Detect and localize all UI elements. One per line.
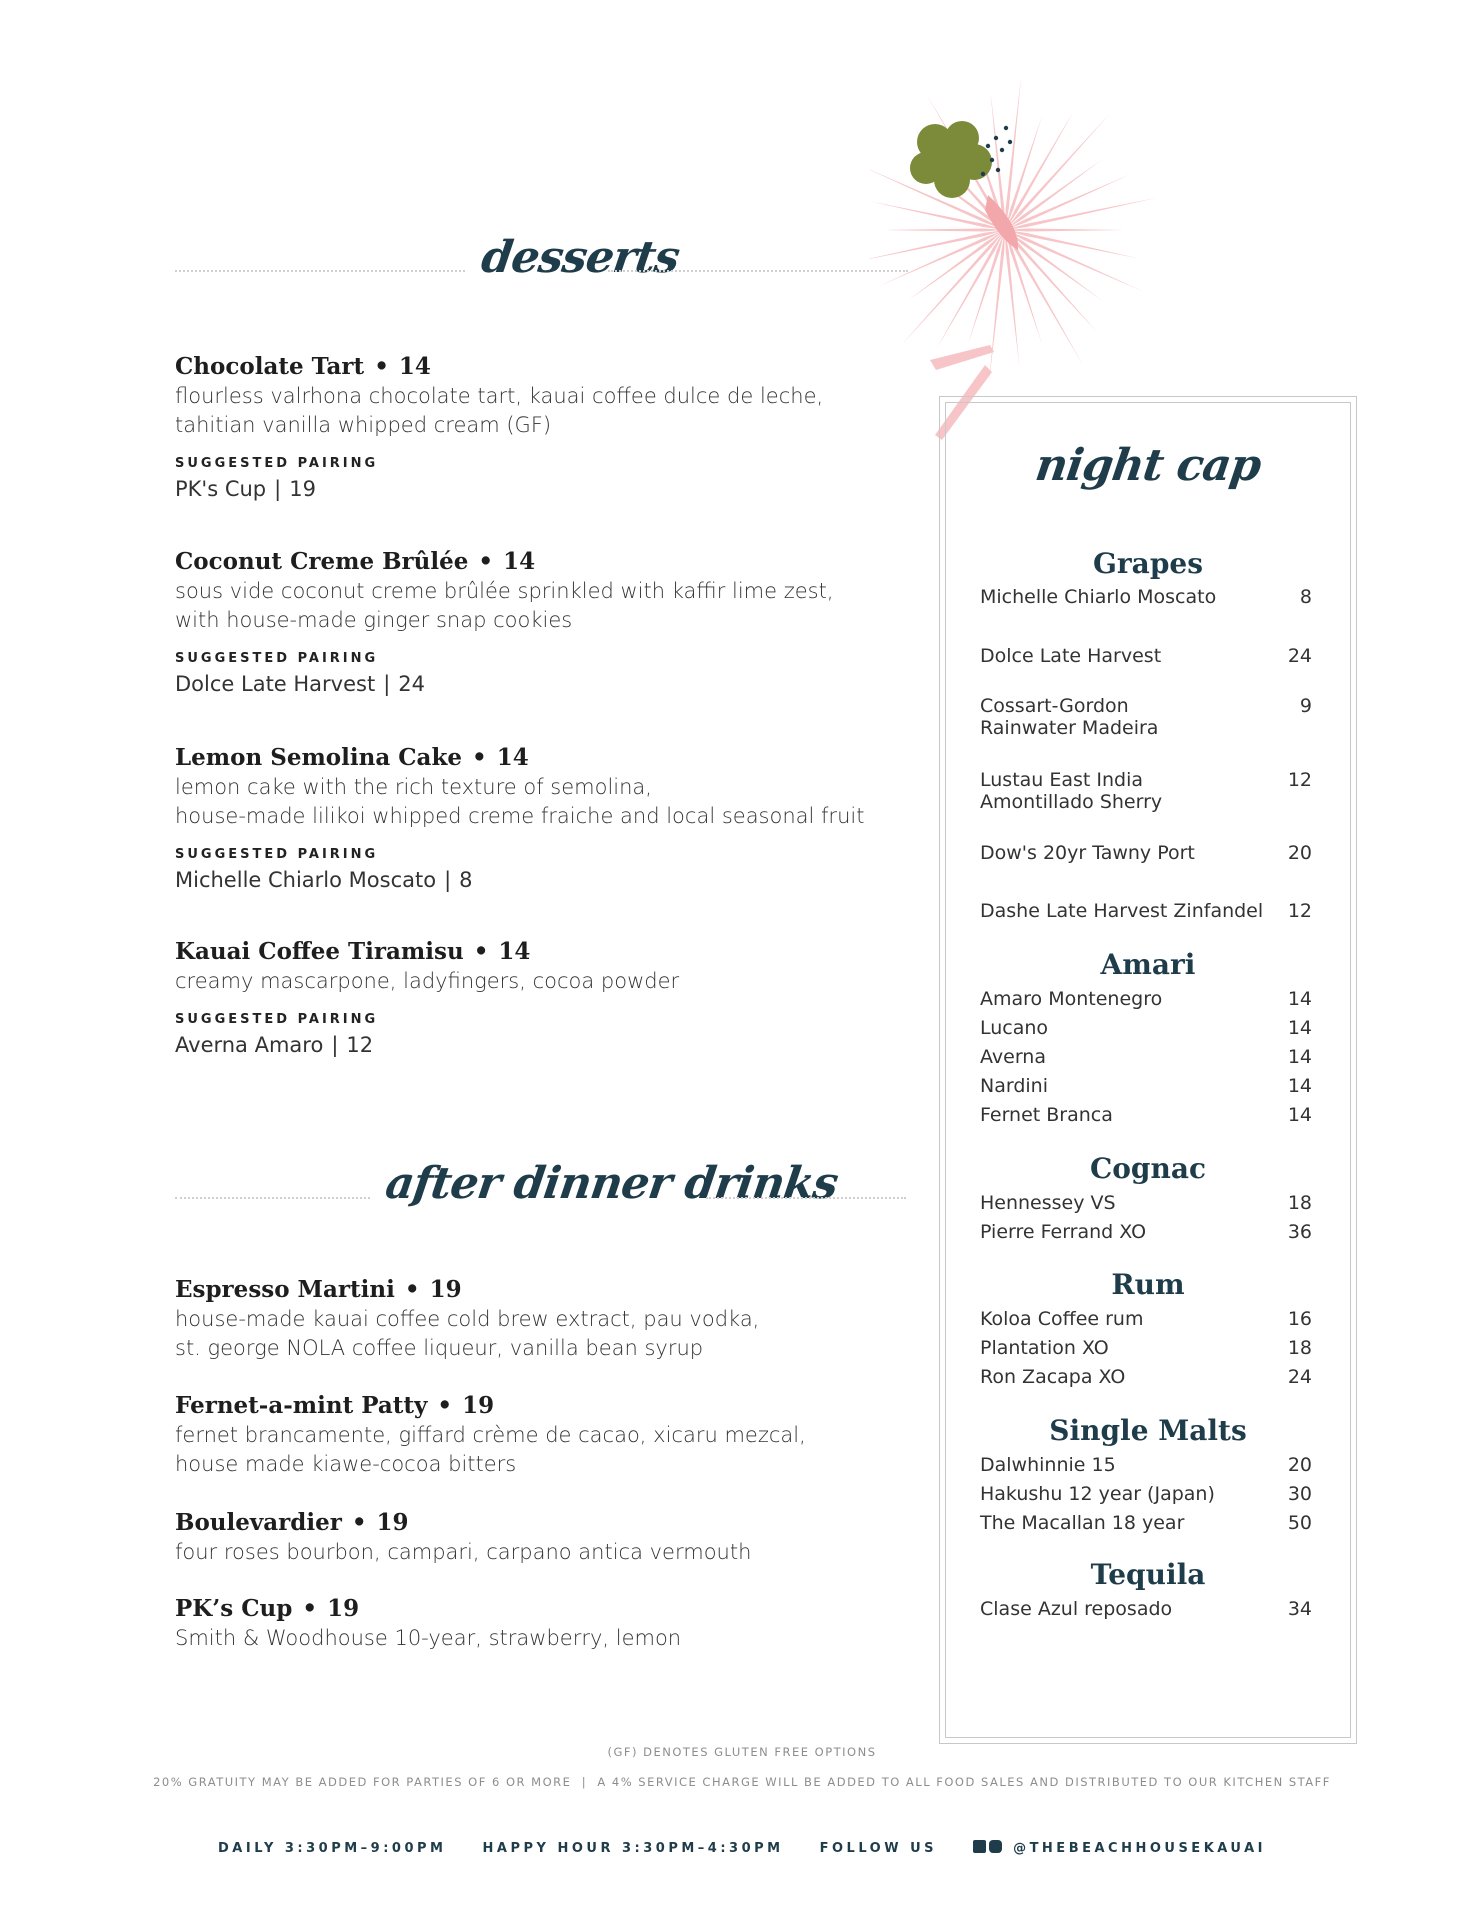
drink-item	[175, 1594, 895, 1653]
night-cap-item-price: 36	[1287, 1221, 1312, 1243]
night-cap-item-name: Michelle Chiarlo Moscato	[980, 586, 1217, 608]
night-cap-item-name: Dolce Late Harvest	[980, 645, 1162, 667]
dessert-item	[175, 547, 895, 699]
drink-price: 19	[462, 1392, 495, 1419]
night-cap-category: Amari	[1100, 948, 1196, 981]
dessert-title	[175, 937, 895, 967]
night-cap-category: Single Malts	[1049, 1414, 1247, 1447]
bullet: •	[472, 744, 487, 771]
night-cap-item-name: Averna	[980, 1046, 1046, 1068]
night-cap-item-name: Dow's 20yr Tawny Port	[980, 842, 1195, 864]
bullet: •	[351, 1509, 367, 1536]
drink-description: house made kiawe-cocoa bitters	[175, 1452, 517, 1476]
night-cap-item-price: 20	[1287, 1454, 1312, 1476]
drink-title	[175, 1275, 895, 1305]
night-cap-row	[980, 1366, 1312, 1388]
night-cap-category: Grapes	[1093, 547, 1203, 580]
night-cap-row	[980, 1046, 1312, 1068]
night-cap-row	[980, 1221, 1312, 1243]
palm-leaf-illustration	[870, 80, 1250, 440]
drink-name: Fernet-a-mint Patty	[175, 1392, 428, 1419]
night-cap-item-name: Amaro Montenegro	[980, 988, 1163, 1010]
dessert-description: creamy mascarpone, ladyfingers, cocoa powder	[175, 969, 680, 993]
pairing-label: SUGGESTED PAIRING	[175, 1012, 379, 1027]
pairing-price: 24	[398, 672, 426, 696]
facebook-icon[interactable]	[973, 1840, 986, 1853]
follow-us: FOLLOW US	[819, 1841, 937, 1856]
night-cap-item-price: 14	[1287, 1046, 1312, 1068]
night-cap-row	[980, 1598, 1312, 1620]
drink-description: house-made kauai coffee cold brew extract, pau vodka,	[175, 1307, 760, 1331]
night-cap-row	[980, 1337, 1312, 1359]
bullet: •	[473, 938, 489, 965]
night-cap-item-name: The Macallan 18 year	[980, 1512, 1185, 1534]
night-cap-row	[980, 900, 1312, 922]
night-cap-item-price: 14	[1287, 1104, 1312, 1126]
dessert-description: house-made lilikoi whipped creme fraiche and local seasonal fruit	[175, 804, 865, 828]
separator: |	[444, 868, 452, 892]
night-cap-item-price: 24	[1287, 1366, 1312, 1388]
dessert-price: 14	[398, 353, 431, 380]
night-cap-item-name: Pierre Ferrand XO	[980, 1221, 1147, 1243]
night-cap-item-name: Fernet Branca	[980, 1104, 1113, 1126]
social-handle[interactable]: @THEBEACHHOUSEKAUAI	[1013, 1841, 1266, 1856]
dessert-price: 14	[498, 938, 531, 965]
night-cap-item-name: Dashe Late Harvest Zinfandel	[980, 900, 1264, 922]
drink-price: 19	[327, 1595, 360, 1622]
pairing-name: Averna Amaro	[175, 1033, 324, 1057]
night-cap-row	[980, 769, 1312, 813]
after-dinner-rule-right	[706, 1197, 906, 1199]
pairing-label: SUGGESTED PAIRING	[175, 651, 379, 666]
dessert-name: Kauai Coffee Tiramisu	[175, 938, 464, 965]
night-cap-item-price: 14	[1287, 1017, 1312, 1039]
drink-name: Espresso Martini	[175, 1276, 395, 1303]
night-cap-heading: night cap	[1032, 440, 1264, 491]
instagram-icon[interactable]	[989, 1840, 1002, 1853]
hours: DAILY 3:30PM–9:00PM	[218, 1841, 447, 1856]
night-cap-row	[980, 1104, 1312, 1126]
night-cap-item-name: Hennessey VS	[980, 1192, 1116, 1214]
desserts-heading: desserts	[478, 232, 683, 283]
night-cap-item-price: 20	[1287, 842, 1312, 864]
dessert-description: sous vide coconut creme brûlée sprinkled with kaffir lime zest,	[175, 579, 834, 603]
dessert-name: Lemon Semolina Cake	[175, 744, 463, 771]
night-cap-item-price: 12	[1287, 769, 1312, 791]
night-cap-row	[980, 1017, 1312, 1039]
drink-item	[175, 1275, 895, 1363]
night-cap-item-name: Hakushu 12 year (Japan)	[980, 1483, 1215, 1505]
gratuity-note: 20% GRATUITY MAY BE ADDED FOR PARTIES OF 6 OR MORE | A 4% SERVICE CHARGE WILL BE ADDED TO ALL FOOD SALES AND DISTRIBUTED TO OUR KITCHEN STAFF	[153, 1775, 1331, 1789]
night-cap-row	[980, 645, 1312, 667]
bullet: •	[437, 1392, 453, 1419]
night-cap-item-price: 50	[1287, 1512, 1312, 1534]
drink-price: 19	[429, 1276, 462, 1303]
drink-item	[175, 1391, 895, 1479]
pairing-price: 19	[289, 477, 316, 501]
dessert-name: Coconut Creme Brûlée	[175, 548, 469, 575]
night-cap-row	[980, 988, 1312, 1010]
bullet: •	[302, 1595, 318, 1622]
night-cap-row	[980, 695, 1312, 739]
pairing-price: 8	[459, 868, 473, 892]
dessert-description: lemon cake with the rich texture of semolina,	[175, 775, 652, 799]
dessert-description: flourless valrhona chocolate tart, kauai coffee dulce de leche,	[175, 384, 824, 408]
dessert-item	[175, 937, 895, 1060]
dessert-description: tahitian vanilla whipped cream (GF)	[175, 413, 552, 437]
dessert-price: 14	[503, 548, 536, 575]
dessert-description: with house-made ginger snap cookies	[175, 608, 573, 632]
separator: |	[383, 672, 391, 696]
drink-description: four roses bourbon, campari, carpano antica vermouth	[175, 1540, 752, 1564]
dessert-title	[175, 547, 895, 577]
drink-title	[175, 1508, 895, 1538]
dessert-title	[175, 352, 895, 382]
pairing-label: SUGGESTED PAIRING	[175, 847, 379, 862]
drink-name: Boulevardier	[175, 1509, 342, 1536]
night-cap-item-price: 8	[1299, 586, 1312, 608]
happy-hour: HAPPY HOUR 3:30PM–4:30PM	[482, 1841, 784, 1856]
drink-item	[175, 1508, 895, 1567]
pairing-value	[175, 669, 895, 699]
night-cap-item-price: 18	[1287, 1337, 1312, 1359]
dessert-item	[175, 352, 895, 504]
night-cap-row	[980, 1454, 1312, 1476]
night-cap-row	[980, 1512, 1312, 1534]
dessert-price: 14	[496, 744, 529, 771]
night-cap-row	[980, 586, 1312, 608]
drink-description: fernet brancamente, giffard crème de cacao, xicaru mezcal,	[175, 1423, 806, 1447]
bullet: •	[478, 548, 494, 575]
footer-info	[0, 1840, 1484, 1856]
night-cap-item-price: 18	[1287, 1192, 1312, 1214]
dessert-name: Chocolate Tart	[175, 353, 365, 380]
night-cap-item-name: Nardini	[980, 1075, 1048, 1097]
night-cap-row	[980, 1192, 1312, 1214]
dessert-item	[175, 743, 895, 895]
night-cap-item-price: 12	[1287, 900, 1312, 922]
pairing-value	[175, 1030, 895, 1060]
after-dinner-rule-left	[175, 1197, 370, 1199]
drink-description: Smith & Woodhouse 10-year, strawberry, lemon	[175, 1626, 682, 1650]
night-cap-row	[980, 1483, 1312, 1505]
after-dinner-heading: after dinner drinks	[382, 1158, 841, 1209]
night-cap-item-price: 16	[1287, 1308, 1312, 1330]
separator: |	[274, 477, 282, 501]
night-cap-item-price: 34	[1287, 1598, 1312, 1620]
night-cap-item-price: 9	[1299, 695, 1312, 717]
bullet: •	[404, 1276, 420, 1303]
night-cap-item-name: Plantation XO	[980, 1337, 1109, 1359]
drink-title	[175, 1391, 895, 1421]
drink-name: PK’s Cup	[175, 1595, 293, 1622]
night-cap-category: Rum	[1111, 1268, 1185, 1301]
night-cap-item-price: 30	[1287, 1483, 1312, 1505]
night-cap-item-name: Lucano	[980, 1017, 1049, 1039]
night-cap-category: Tequila	[1090, 1558, 1206, 1591]
night-cap-row	[980, 842, 1312, 864]
night-cap-category: Cognac	[1089, 1152, 1207, 1185]
desserts-rule-left	[175, 270, 465, 272]
separator: |	[331, 1033, 339, 1057]
night-cap-item-name: Koloa Coffee rum	[980, 1308, 1144, 1330]
desserts-rule-right	[608, 270, 908, 272]
night-cap-item-name: Ron Zacapa XO	[980, 1366, 1126, 1388]
night-cap-item-name: Dalwhinnie 15	[980, 1454, 1116, 1476]
pairing-value	[175, 865, 895, 895]
night-cap-item-price: 14	[1287, 1075, 1312, 1097]
pairing-label: SUGGESTED PAIRING	[175, 456, 379, 471]
drink-description: st. george NOLA coffee liqueur, vanilla bean syrup	[175, 1336, 704, 1360]
drink-price: 19	[376, 1509, 409, 1536]
night-cap-item-name: Lustau East India Amontillado Sherry	[980, 769, 1163, 813]
pairing-price: 12	[346, 1033, 374, 1057]
night-cap-item-price: 24	[1287, 645, 1312, 667]
drink-title	[175, 1594, 895, 1624]
night-cap-row	[980, 1075, 1312, 1097]
dessert-title	[175, 743, 895, 773]
night-cap-item-price: 14	[1287, 988, 1312, 1010]
night-cap-item-name: Cossart-Gordon Rainwater Madeira	[980, 695, 1159, 739]
night-cap-row	[980, 1308, 1312, 1330]
pairing-name: Michelle Chiarlo Moscato	[175, 868, 437, 892]
night-cap-item-name: Clase Azul reposado	[980, 1598, 1173, 1620]
gluten-free-note: (GF) DENOTES GLUTEN FREE OPTIONS	[607, 1745, 877, 1759]
pairing-name: PK's Cup	[175, 477, 267, 501]
pairing-value	[175, 474, 895, 504]
pairing-name: Dolce Late Harvest	[175, 672, 376, 696]
bullet: •	[374, 353, 389, 380]
